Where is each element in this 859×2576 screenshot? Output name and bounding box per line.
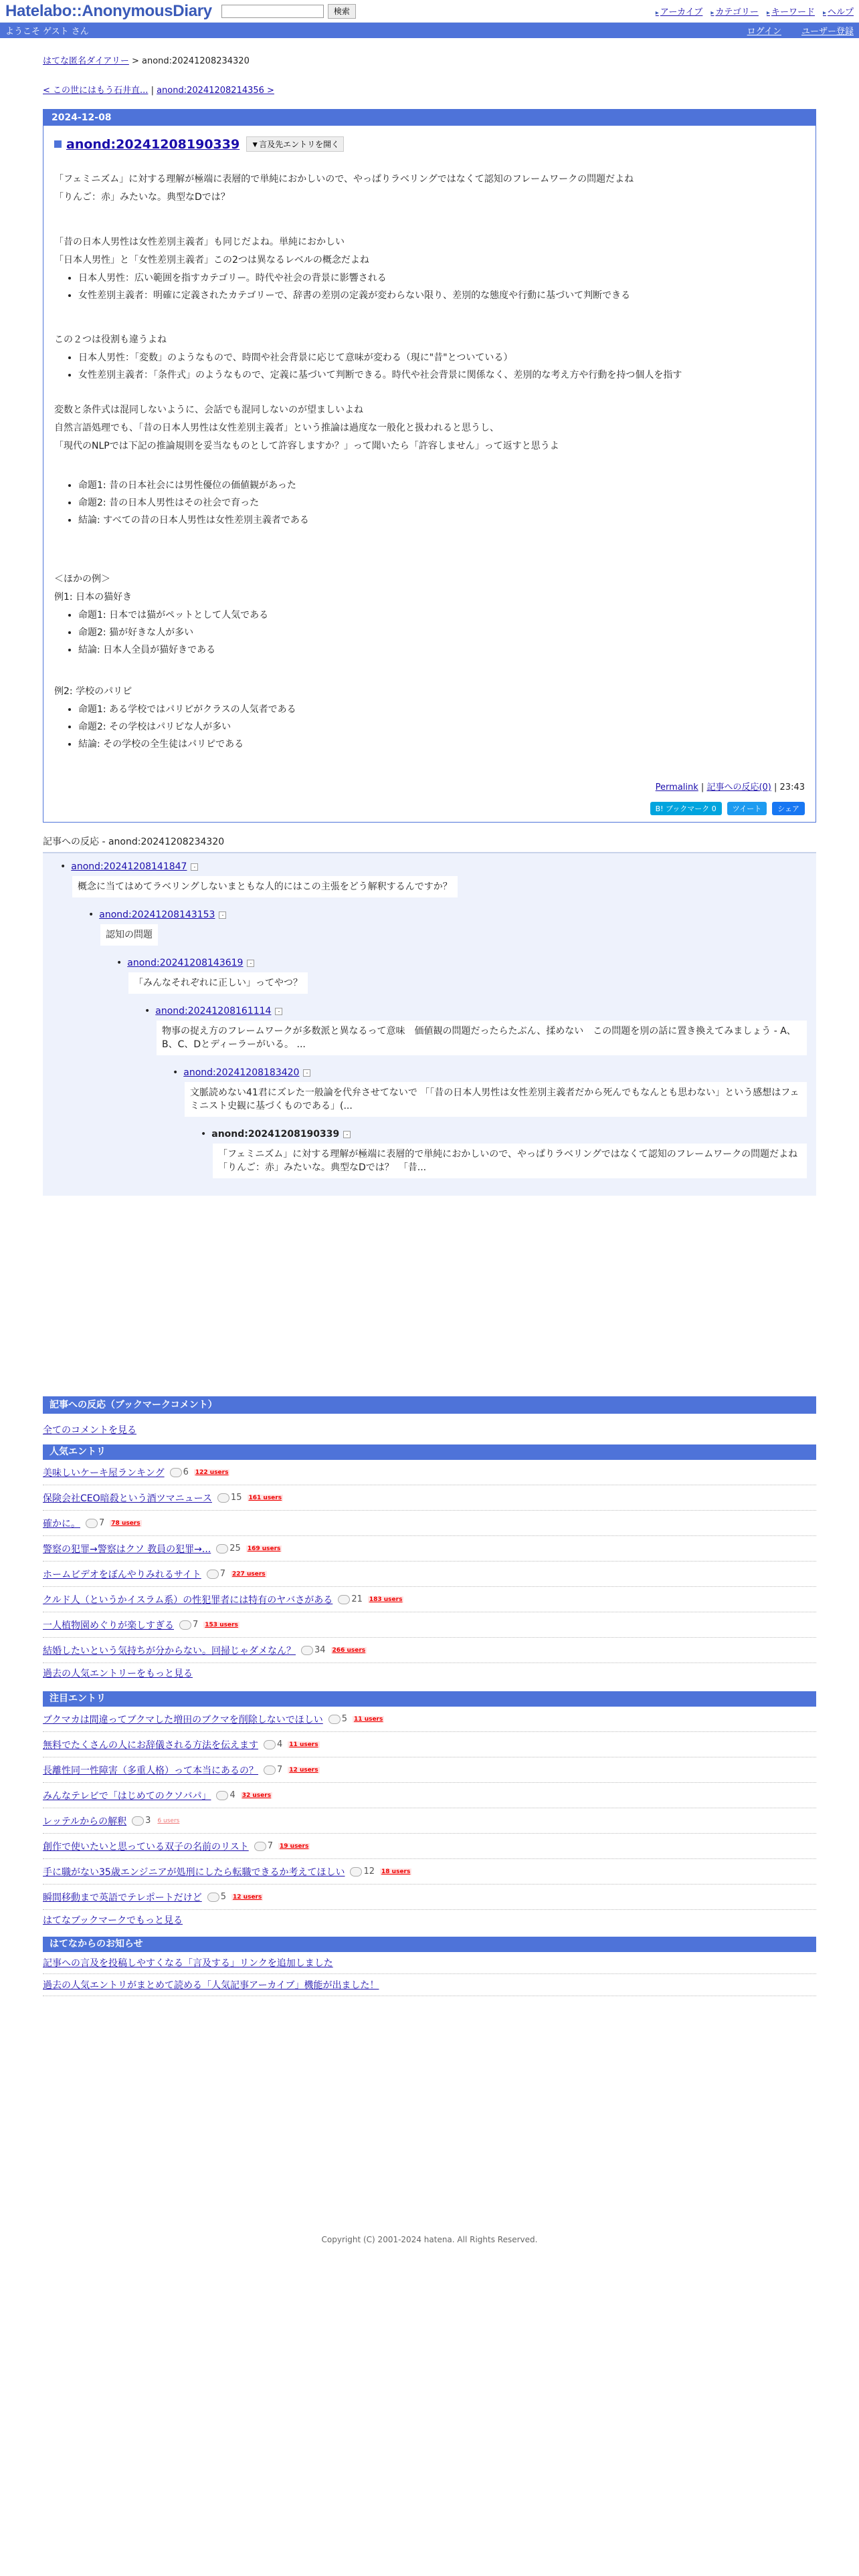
tree-node-link[interactable]: anond:20241208183420 bbox=[183, 1067, 300, 1078]
entry-link[interactable]: みんなテレビで「はじめてのクソバパ」 bbox=[43, 1790, 211, 1802]
list-item: • 命題1: ある学校ではパリピがクラスの人気者である bbox=[78, 701, 805, 718]
entry-list-row bbox=[43, 1757, 816, 1783]
more-popular-link[interactable]: 過去の人気エントリーをもっと見る bbox=[43, 1669, 193, 1679]
entry-list-row bbox=[43, 1707, 816, 1732]
comment-count: 7 bbox=[207, 1569, 225, 1579]
breadcrumb-separator: > bbox=[128, 56, 142, 66]
tree-node-link[interactable]: anond:20241208143153 bbox=[99, 909, 215, 920]
tree-node-link[interactable]: anond:20241208141847 bbox=[71, 861, 187, 872]
reactions-tree bbox=[43, 852, 816, 1196]
comment-bubble-icon bbox=[179, 1620, 191, 1630]
next-entry-link[interactable]: anond:20241208214356 > bbox=[157, 86, 274, 96]
popular-entries-list bbox=[43, 1460, 816, 1663]
tree-node: • anond:20241208183420 - 文脈読めない41君にズレた一般論を代弁させてないで 「「昔の日本人男性は女性差別主義者だから死んでもなんとも思わない」という感想はフェミニスト史観に基づくものである」(... bbox=[173, 1067, 807, 1129]
collapse-toggle-icon[interactable]: - bbox=[275, 1008, 282, 1015]
tree-node: • anond:20241208190339 - 「フェミニズム」に対する理解が極端に表層的で単純におかしいので、やっぱりラベリングではなくて認知のフレームワークの問題だよね 「りんご：赤」みたいな。典型なDでは？ 「昔... bbox=[201, 1129, 807, 1178]
entry-list bbox=[54, 270, 805, 304]
entry-paragraph: 例2: 学校のパリピ bbox=[54, 686, 132, 697]
entry-pager bbox=[43, 83, 816, 96]
bookmark-users-badge[interactable]: 32 users bbox=[242, 1792, 272, 1799]
comment-count: 4 bbox=[264, 1739, 282, 1749]
breadcrumb bbox=[43, 53, 816, 66]
tree-node-snippet: 「フェミニズム」に対する理解が極端に表層的で単純におかしいので、やっぱりラベリングではなくて認知のフレームワークの問題だよね 「りんご：赤」みたいな。典型なDでは？ 「昔... bbox=[213, 1144, 807, 1178]
bookmark-users-badge[interactable]: 78 users bbox=[111, 1519, 140, 1527]
bookmark-users-badge[interactable]: 122 users bbox=[195, 1469, 229, 1476]
tree-node: • anond:20241208143619 - 「みんなそれぞれに正しい」ってやつ？ bbox=[116, 958, 816, 1006]
entry-paragraph: 「りんご：赤」みたいな。典型なDでは？ bbox=[54, 192, 230, 203]
comment-count: 5 bbox=[328, 1714, 347, 1724]
comment-count: 25 bbox=[216, 1543, 241, 1553]
register-link[interactable]: ユーザー登録 bbox=[801, 27, 854, 37]
bookmark-users-badge[interactable]: 183 users bbox=[369, 1596, 403, 1603]
entry-list-row bbox=[43, 1783, 816, 1808]
comment-bubble-icon bbox=[207, 1570, 219, 1579]
list-item: • 結論: 日本人全員が猫好きである bbox=[78, 641, 805, 659]
bookmark-users-badge[interactable]: 6 users bbox=[157, 1817, 180, 1824]
entry-paragraph: 変数と条件式は混同しないように、会話でも混同しないのが望ましいよね bbox=[54, 405, 363, 415]
entry-link[interactable]: 保険会社CEO暗殺という酒ツマニュース bbox=[43, 1493, 212, 1504]
entry-title-row bbox=[54, 136, 805, 152]
list-item: • 命題2: 猫が好きな人が多い bbox=[78, 624, 805, 641]
tree-node-link[interactable]: anond:20241208161114 bbox=[155, 1006, 272, 1016]
open-mention-button[interactable]: ▼言及先エントリを開く bbox=[246, 136, 344, 152]
entry-list-row bbox=[43, 1511, 816, 1536]
welcome-text: ようこそ ゲスト さん bbox=[5, 27, 89, 37]
entry-footer: Permalink | 記事への反応(0) | 23:43 bbox=[655, 782, 805, 792]
header-nav bbox=[656, 5, 854, 17]
entry-paragraph: 自然言語処理でも、「昔の日本人男性は女性差別主義者」という推論は過度な一般化と扱われると思うし、 bbox=[54, 423, 499, 433]
entry-link[interactable]: 結婚したいという気持ちが分からない。回掃じゃダメなん？ bbox=[43, 1645, 296, 1656]
entry-list-row bbox=[43, 1536, 816, 1562]
tree-node-snippet: 認知の問題 bbox=[100, 924, 158, 946]
entry-title-link[interactable]: anond:20241208190339 bbox=[66, 136, 240, 152]
entry-list bbox=[54, 477, 805, 529]
breadcrumb-root-link[interactable]: はてな匿名ダイアリー bbox=[43, 56, 129, 66]
bookmark-users-badge[interactable]: 161 users bbox=[248, 1494, 282, 1501]
comment-count: 6 bbox=[170, 1467, 189, 1477]
comment-bubble-icon bbox=[328, 1715, 341, 1724]
permalink-link[interactable]: Permalink bbox=[655, 782, 698, 792]
reactions-link[interactable]: 記事への反応(0) bbox=[706, 782, 771, 792]
list-item: • 命題1: 昔の日本社会には男性優位の価値観があった bbox=[78, 477, 805, 494]
tree-node-current: anond:20241208190339 bbox=[211, 1129, 340, 1140]
title-square-icon bbox=[54, 140, 62, 148]
list-item: • 命題1: 日本では猫がペットとして人気である bbox=[78, 607, 805, 624]
bookmark-users-badge[interactable]: 153 users bbox=[205, 1621, 238, 1628]
entry-link[interactable]: 一人植物園めぐりが楽しすぎる bbox=[43, 1620, 174, 1631]
tree-node: • anond:20241208161114 - 物事の捉え方のフレームワークが多数派と異なるって意味 価値観の問題だったらたぶん、揉めない この問題を別の話に置き換えてみましょう - A、B、C、Dとディーラーがいる。 ... bbox=[145, 1006, 807, 1067]
notice-link[interactable]: 記事への言及を投稿しやすくなる「言及する」リンクを追加しました bbox=[43, 1958, 333, 1969]
entry-paragraph: 「フェミニズム」に対する理解が極端に表層的で単純におかしいので、やっぱりラベリングではなくて認知のフレームワークの問題だよね bbox=[54, 174, 634, 185]
comment-bubble-icon bbox=[170, 1468, 182, 1477]
entry-list-row bbox=[43, 1460, 816, 1485]
prev-entry-link[interactable]: < この世にはもう石井直... bbox=[43, 86, 149, 96]
entry-list-row bbox=[43, 1562, 816, 1587]
main-content bbox=[43, 53, 816, 1996]
entry-link[interactable]: ブクマカは間違ってブクマした増田のブクマを削除しないでほしい bbox=[43, 1714, 323, 1725]
breadcrumb-current: anond:20241208234320 bbox=[142, 56, 250, 66]
entry-paragraph: 「日本人男性」と「女性差別主義者」この2つは異なるレベルの概念だよね bbox=[54, 255, 369, 265]
tree-node-link[interactable]: anond:20241208143619 bbox=[127, 958, 244, 968]
entry-list-row bbox=[43, 1638, 816, 1663]
entry-paragraph: 「昔の日本人男性は女性差別主義者」も同じだよね。単純におかしい bbox=[54, 237, 345, 247]
entry-link[interactable]: 美味しいケーキ屋ランキング bbox=[43, 1467, 165, 1479]
entry-time: 23:43 bbox=[779, 782, 805, 792]
entry-link[interactable]: 長離性同一性障害（多重人格）って本当にあるの？ bbox=[43, 1765, 258, 1776]
entry-link[interactable]: ホームビデオをぼんやりみれるサイト bbox=[43, 1569, 201, 1580]
entry-list-row bbox=[43, 1485, 816, 1511]
list-item: • 命題2: 昔の日本人男性はその社会で育った bbox=[78, 494, 805, 512]
entry-link[interactable]: 創作で使いたいと思っている双子の名前のリスト bbox=[43, 1841, 249, 1852]
comment-bubble-icon bbox=[264, 1765, 276, 1775]
bookmark-users-badge[interactable]: 18 users bbox=[381, 1868, 411, 1875]
tree-node-snippet: 概念に当てはめてラベリングしないまともな人的にはこの主張をどう解釈するんですか？ bbox=[72, 876, 458, 897]
entry-body bbox=[43, 126, 816, 822]
comment-bubble-icon bbox=[207, 1893, 219, 1902]
collapse-toggle-icon[interactable]: - bbox=[303, 1069, 310, 1077]
all-comments-link[interactable]: 全てのコメントを見る bbox=[43, 1425, 136, 1436]
entry-list bbox=[54, 701, 805, 753]
entry-link[interactable]: 警察の犯罪→警察はクソ 教員の犯罪→... bbox=[43, 1543, 211, 1555]
entry-link[interactable]: クルド人（というかイスラム系）の性犯罪者には特有のヤバさがある bbox=[43, 1594, 333, 1606]
search-button[interactable]: 検索 bbox=[328, 4, 356, 19]
list-item: • 命題2: その学校はパリピな人が多い bbox=[78, 718, 805, 736]
comment-count: 15 bbox=[217, 1493, 242, 1503]
tweet-button[interactable]: ツイート bbox=[727, 802, 767, 815]
nav-category-link[interactable]: ▸ カテゴリー bbox=[710, 5, 759, 17]
entry-list-row bbox=[43, 1612, 816, 1638]
notice-header: はてなからのお知らせ bbox=[43, 1937, 816, 1952]
bookmark-users-badge[interactable]: 11 users bbox=[354, 1715, 383, 1723]
comment-bubble-icon bbox=[86, 1519, 98, 1528]
nav-help-link[interactable]: ▸ ヘルプ bbox=[823, 5, 854, 17]
copyright-footer: Copyright (C) 2001-2024 hatena. All Rights Reserved. bbox=[321, 2235, 538, 2244]
entry-link[interactable]: 確かに。 bbox=[43, 1518, 80, 1529]
entry-link[interactable]: 瞬間移動まで英語でテレポートだけど bbox=[43, 1892, 202, 1903]
entry-list bbox=[54, 607, 805, 659]
collapse-toggle-icon[interactable]: - bbox=[247, 960, 254, 967]
entry-list-row bbox=[43, 1859, 816, 1885]
comment-count: 7 bbox=[254, 1841, 273, 1851]
share-buttons bbox=[54, 802, 805, 815]
comment-bubble-icon bbox=[132, 1816, 144, 1826]
comment-count: 7 bbox=[86, 1518, 104, 1528]
entry-paragraph: ＜ほかの例＞ bbox=[54, 574, 110, 584]
entry-paragraph: 「現代のNLPでは下記の推論規則を妥当なものとして許容しますか？」って聞いたら「許容しません」って返すと思うよ bbox=[54, 441, 559, 451]
bookmark-users-badge[interactable]: 12 users bbox=[233, 1893, 262, 1901]
comment-count: 34 bbox=[301, 1645, 326, 1655]
comment-bubble-icon bbox=[301, 1646, 313, 1655]
tree-node: • anond:20241208143153 - 認知の問題 bbox=[88, 909, 816, 958]
entry-list-row bbox=[43, 1732, 816, 1757]
featured-entries-list bbox=[43, 1707, 816, 1910]
entry-link[interactable]: 手に職がない35歳エンジニアが処刑にしたら転職できるか考えてほしい bbox=[43, 1866, 345, 1878]
entry-date: 2024-12-08 bbox=[43, 110, 816, 126]
collapse-toggle-icon[interactable]: - bbox=[343, 1131, 351, 1138]
nav-archive-link[interactable]: ▸ アーカイブ bbox=[656, 5, 703, 17]
nav-keyword-link[interactable]: ▸ キーワード bbox=[767, 5, 815, 17]
collapse-toggle-icon[interactable]: - bbox=[219, 911, 226, 919]
diary-entry bbox=[43, 109, 816, 823]
notice-link[interactable]: 過去の人気エントリがまとめて読める「人気記事アーカイブ」機能が出ました！ bbox=[43, 1980, 379, 1991]
collapse-toggle-icon[interactable]: - bbox=[191, 863, 198, 871]
facebook-share-button[interactable]: シェア bbox=[772, 802, 805, 815]
comment-count: 21 bbox=[338, 1594, 363, 1604]
tree-node: • anond:20241208141847 - 概念に当てはめてラベリングしないまともな人的にはこの主張をどう解釈するんですか？ bbox=[60, 861, 816, 909]
top-header bbox=[0, 0, 859, 23]
entry-paragraph: 例1: 日本の猫好き bbox=[54, 592, 132, 603]
comment-count: 5 bbox=[207, 1892, 226, 1902]
tree-node-snippet: 「みんなそれぞれに正しい」ってやつ？ bbox=[128, 972, 308, 994]
comment-count: 7 bbox=[179, 1620, 198, 1630]
bookmark-users-badge[interactable]: 227 users bbox=[232, 1570, 266, 1578]
entry-list-row bbox=[43, 1885, 816, 1910]
tree-node-snippet: 物事の捉え方のフレームワークが多数派と異なるって意味 価値観の問題だったらたぶん、揉めない この問題を別の話に置き換えてみましょう - A、B、C、Dとディーラーがいる。 ... bbox=[157, 1021, 807, 1055]
list-item: • 日本人男性：「変数」のようなもので、時間や社会背景に応じて意味が変わる（現に"昔"とついている） bbox=[78, 349, 805, 366]
popular-entries-header: 人気エントリ bbox=[43, 1444, 816, 1460]
comment-bubble-icon bbox=[338, 1595, 350, 1604]
login-link[interactable]: ログイン bbox=[747, 27, 781, 37]
comment-bubble-icon bbox=[254, 1842, 266, 1851]
site-logo[interactable]: Hatelabo::AnonymousDiary bbox=[5, 1, 212, 20]
comment-count: 7 bbox=[264, 1765, 282, 1775]
entry-link[interactable]: レッテルからの解釈 bbox=[43, 1816, 127, 1827]
featured-entries-header: 注目エントリ bbox=[43, 1691, 816, 1707]
entry-link[interactable]: 無料でたくさんの人にお辞儀される方法を伝えます bbox=[43, 1739, 258, 1751]
reactions-tree-title: 記事への反応 - anond:20241208234320 bbox=[43, 837, 225, 847]
bookmark-users-badge[interactable]: 19 users bbox=[280, 1842, 309, 1850]
entry-list-row bbox=[43, 1808, 816, 1834]
list-item: • 結論: すべての昔の日本人男性は女性差別主義者である bbox=[78, 512, 805, 529]
bookmark-comments-header: 記事への反応（ブックマークコメント） bbox=[43, 1396, 816, 1414]
bookmark-users-badge[interactable]: 169 users bbox=[247, 1545, 281, 1552]
bookmark-users-badge[interactable]: 266 users bbox=[332, 1646, 366, 1654]
comment-bubble-icon bbox=[216, 1791, 228, 1800]
list-item: • 女性差別主義者：「条件式」のようなもので、定義に基づいて判断できる。時代や社会背景に関係なく、差別的な考え方や行動を持つ個人を指す bbox=[78, 366, 805, 384]
pager-separator: | bbox=[148, 86, 157, 96]
comment-bubble-icon bbox=[350, 1867, 362, 1876]
entry-list-row bbox=[43, 1587, 816, 1612]
comment-bubble-icon bbox=[217, 1493, 229, 1503]
more-bookmarks-link[interactable]: はてなブックマークでもっと見る bbox=[43, 1915, 183, 1926]
hatena-bookmark-button[interactable]: B! ブックマーク 0 bbox=[650, 802, 722, 815]
entry-paragraph: この２つは役割も違うよね bbox=[54, 334, 167, 345]
entry-list-row bbox=[43, 1834, 816, 1859]
list-item: • 日本人男性：広い範囲を指すカテゴリー。時代や社会の背景に影響される bbox=[78, 270, 805, 287]
list-item: • 女性差別主義者：明確に定義されたカテゴリーで、辞書の差別の定義が変わらない限り、差別的な態度や行動に基づいて判断できる bbox=[78, 287, 805, 304]
comment-bubble-icon bbox=[264, 1740, 276, 1749]
tree-node-snippet: 文脈読めない41君にズレた一般論を代弁させてないで 「「昔の日本人男性は女性差別主義者だから死んでもなんとも思わない」という感想はフェミニスト史観に基づくものである」(... bbox=[185, 1082, 807, 1117]
bookmark-users-badge[interactable]: 12 users bbox=[289, 1766, 318, 1774]
entry-list bbox=[54, 349, 805, 384]
comment-count: 4 bbox=[216, 1790, 235, 1800]
comment-count: 3 bbox=[132, 1816, 151, 1826]
welcome-bar bbox=[0, 23, 859, 38]
comment-count: 12 bbox=[350, 1866, 375, 1876]
bookmark-users-badge[interactable]: 11 users bbox=[289, 1741, 318, 1748]
comment-bubble-icon bbox=[216, 1544, 228, 1553]
search-input[interactable] bbox=[221, 5, 324, 18]
list-item: • 結論: その学校の全生徒はパリピである bbox=[78, 736, 805, 753]
